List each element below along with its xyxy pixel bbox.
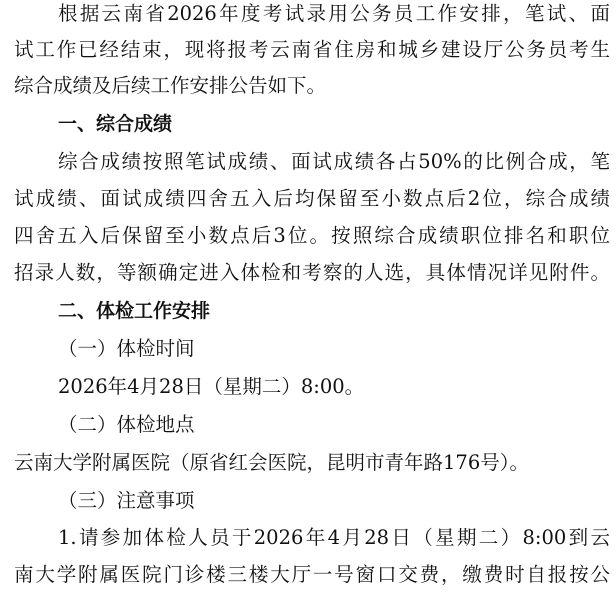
paragraph-scores-line-1: 综合成绩按照笔试成绩、面试成绩各占50%的比例合成，笔 <box>58 150 610 173</box>
paragraph-intro-line-1: 根据云南省2026年度考试录用公务员工作安排，笔试、面 <box>58 2 610 25</box>
section-heading-physical-exam: 二、体检工作安排 <box>58 300 211 322</box>
subheading-exam-time: （一）体检时间 <box>58 337 195 360</box>
paragraph-intro-line-2: 试工作已经结束，现将报考云南省住房和城乡建设厅公务员考生 <box>14 38 610 61</box>
subheading-notes: （三）注意事项 <box>58 489 195 512</box>
subheading-exam-location: （二）体检地点 <box>58 413 195 436</box>
paragraph-scores-line-2: 试成绩、面试成绩四舍五入后均保留至小数点后2位，综合成绩 <box>14 187 610 210</box>
exam-location-value: 云南大学附属医院（原省红会医院，昆明市青年路176号）。 <box>14 451 529 474</box>
exam-time-value: 2026年4月28日（星期二）8:00。 <box>58 375 365 398</box>
section-heading-composite-scores: 一、综合成绩 <box>58 113 173 135</box>
paragraph-intro-line-3: 综合成绩及后续工作安排公告如下。 <box>14 74 327 97</box>
paragraph-scores-line-4: 招录人数，等额确定进入体检和考察的人选，具体情况详见附件。 <box>14 261 610 284</box>
notes-line-1: 1.请参加体检人员于2026年4月28日（星期二）8:00到云 <box>58 526 610 549</box>
notes-line-2: 南大学附属医院门诊楼三楼大厅一号窗口交费，缴费时自报按公 <box>14 563 610 586</box>
paragraph-scores-line-3: 四舍五入后保留至小数点后3位。按照综合成绩职位排名和职位 <box>14 224 610 247</box>
